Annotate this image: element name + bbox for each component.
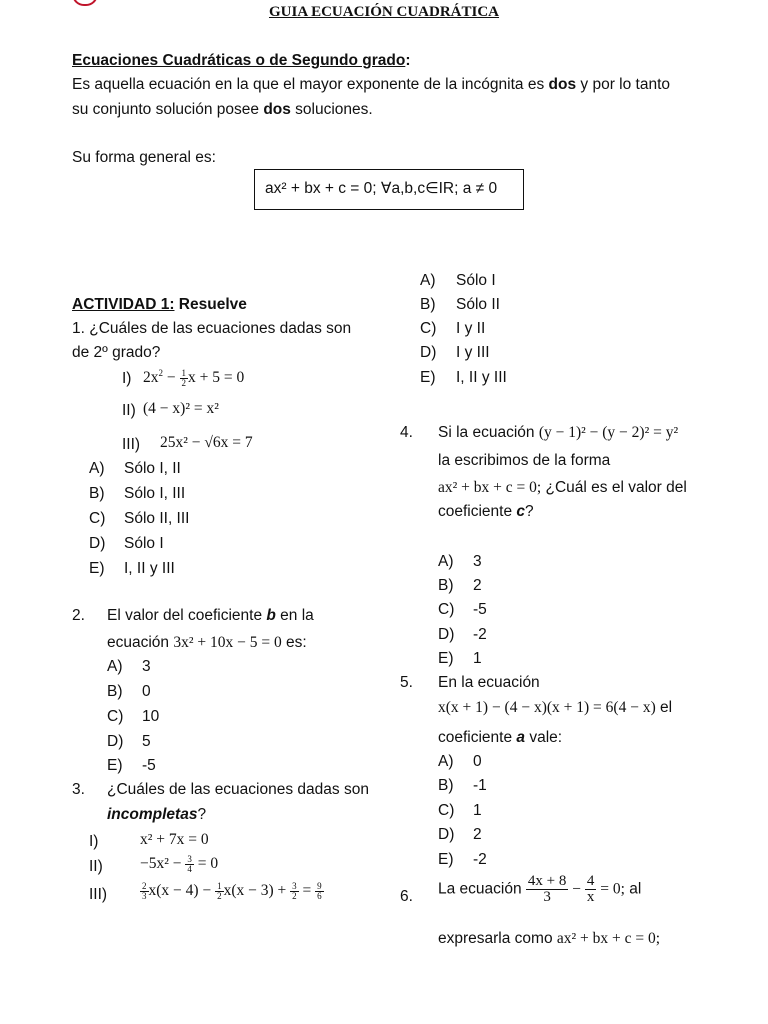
q4-general-form: ax² + bx + c = 0;: [438, 479, 542, 496]
q4-opt-text: 3: [473, 553, 482, 570]
q1-eq1-b: −: [163, 369, 180, 387]
q4-line4-c: ?: [525, 503, 534, 520]
intro-line1-c: y por lo tanto: [576, 76, 671, 93]
q4-line-3: [438, 479, 687, 497]
q5-line3-a: coeficiente: [438, 729, 517, 746]
q1-eq1: $2x^2$ − $\frac{1}{2}$ x + 5 = 0: [143, 368, 245, 389]
intro-line-1: [72, 76, 670, 94]
q4-opt-label: D): [438, 626, 455, 643]
fraction-numerator: 4x + 8: [527, 873, 567, 889]
q5-opt-text: 0: [473, 753, 482, 770]
q2-equation: 3x² + 10x − 5 = 0: [173, 634, 282, 651]
intro-line1-b: dos: [548, 76, 577, 93]
intro-line-2: [72, 101, 373, 119]
fraction-denominator: 2: [181, 378, 186, 389]
q6-minus: −: [568, 880, 585, 898]
q2-opt-text: 3: [142, 658, 151, 675]
q2-opt-label: C): [107, 708, 124, 725]
general-form-box: [254, 169, 524, 210]
q4-opt-text: 1: [473, 650, 482, 667]
fraction-numerator: 4: [586, 873, 595, 889]
q5-line3-c: vale:: [525, 729, 563, 746]
q5-line3-b: a: [516, 729, 526, 746]
q5-opt-text: 2: [473, 826, 482, 843]
q4-line-1: [438, 424, 678, 442]
fraction-4x-plus-8-over-3: [526, 874, 568, 905]
q1-eq1-a: 2x: [143, 369, 159, 387]
q5-opt-text: -1: [473, 777, 487, 794]
q4-line-2: la escribimos de la forma: [438, 452, 611, 469]
q6-general-form: ax² + bx + c = 0;: [556, 930, 661, 947]
q2-opt-text: -5: [142, 757, 156, 774]
fraction-one-half: [180, 369, 189, 388]
q1-opt-label: D): [89, 535, 106, 552]
q1-eq2: (4 − x)² = x²: [143, 400, 219, 417]
q4-opt-label: C): [438, 601, 455, 618]
q3-eq1-label: I): [89, 833, 99, 850]
opt-text: I y II: [456, 320, 486, 337]
q2-opt-text: 0: [142, 683, 151, 700]
intro-line2-c: soluciones.: [290, 101, 373, 118]
q1-line-2: de 2º grado?: [72, 344, 161, 361]
q5-opt-label: A): [438, 753, 454, 770]
q3-eq3: [140, 882, 324, 901]
q1-opt-label: C): [89, 510, 106, 527]
q6-line1-c: al: [624, 880, 642, 898]
fraction-denominator: x: [586, 889, 595, 905]
opt-text: Sólo I: [456, 272, 496, 289]
q2-line-1: [107, 607, 314, 625]
q3-eq3-a: x(x − 4) −: [148, 882, 216, 900]
fraction-numerator: 1: [181, 368, 186, 379]
q2-opt-label: B): [107, 683, 123, 700]
q2-opt-label: D): [107, 733, 124, 750]
q6-line-1: [438, 874, 641, 905]
q3-eq2-b: = 0: [193, 855, 219, 873]
q5-opt-text: 1: [473, 802, 482, 819]
intro-heading: [72, 52, 411, 70]
fraction-nine-sixths: [315, 882, 324, 901]
page-title: GUIA ECUACIÓN CUADRÁTICA: [268, 4, 500, 20]
q5-opt-text: -2: [473, 851, 487, 868]
q1-opt-label: A): [89, 460, 105, 477]
q4-line4-a: coeficiente: [438, 503, 517, 520]
q3-incompletas: incompletas: [107, 806, 198, 823]
q4-line1-a: Si la ecuación: [438, 424, 539, 441]
q3-eq2: [140, 855, 218, 874]
activity-title: [72, 296, 247, 314]
general-form-equation: ax² + bx + c = 0; ∀a,b,c∈IR; a ≠ 0: [265, 180, 498, 197]
q1-eq2-label: II): [122, 402, 136, 419]
q1-opt-label: B): [89, 485, 105, 502]
q1-opt-text: Sólo II, III: [124, 510, 190, 527]
fraction-two-thirds: [140, 882, 149, 901]
q5-line-3: [438, 729, 562, 747]
fraction-denominator: 3: [543, 889, 551, 905]
q1-eq1-c: x + 5 = 0: [188, 369, 245, 387]
q4-line3-b: ¿Cuál es el valor del: [541, 479, 687, 496]
q4-opt-text: 2: [473, 577, 482, 594]
intro-line2-b: dos: [263, 101, 291, 118]
q2-line2-a: ecuación: [107, 634, 174, 651]
q5-opt-label: E): [438, 851, 454, 868]
fraction-one-half: [215, 882, 224, 901]
q3-line2-end: ?: [197, 806, 207, 823]
q5-number: 5.: [400, 674, 413, 691]
fraction-numerator: 2: [142, 881, 147, 891]
q4-opt-text: -2: [473, 626, 487, 643]
q2-opt-text: 5: [142, 733, 151, 750]
q1-opt-text: Sólo I, III: [124, 485, 186, 502]
fraction-denominator: 3: [142, 891, 147, 901]
q1-opt-label: E): [89, 560, 105, 577]
opt-label: B): [420, 296, 436, 313]
activity-title-text: ACTIVIDAD 1:: [72, 296, 175, 313]
q4-equation: (y − 1)² − (y − 2)² = y²: [538, 424, 679, 441]
q1-eq3: 25x² − √6x = 7: [160, 434, 253, 451]
q4-number: 4.: [400, 424, 413, 441]
q6-line2-a: expresarla como: [438, 930, 557, 947]
q1-eq1-label: I): [122, 370, 132, 387]
general-form-label: Su forma general es:: [72, 149, 216, 166]
fraction-denominator: 6: [317, 891, 322, 901]
q1-line-1: 1. ¿Cuáles de las ecuaciones dadas son: [72, 320, 352, 337]
q2-line-2: [107, 634, 307, 652]
fraction-denominator: 2: [217, 891, 222, 901]
q3-eq3-c: =: [298, 882, 316, 900]
q3-eq3-b: x(x − 3) +: [223, 882, 291, 900]
q3-eq2-a: −5x² −: [140, 855, 186, 873]
q2-line2-c: es:: [281, 634, 307, 651]
fraction-three-quarters: [185, 855, 194, 874]
q3-eq1: x² + 7x = 0: [140, 831, 209, 848]
intro-line1-a: Es aquella ecuación en la que el mayor exponente de la incógnita es: [72, 76, 549, 93]
q5-equation: x(x + 1) − (4 − x)(x + 1) = 6(4 − x): [438, 699, 656, 716]
fraction-three-halves: [290, 882, 299, 901]
q6-line1-b: = 0;: [596, 880, 625, 898]
opt-label: E): [420, 369, 436, 386]
fraction-numerator: 1: [217, 881, 222, 891]
fraction-numerator: 3: [292, 881, 297, 891]
q2-opt-text: 10: [142, 708, 160, 725]
q3-line-2: [107, 806, 206, 824]
fraction-numerator: 9: [317, 881, 322, 891]
intro-heading-colon: :: [405, 52, 411, 69]
intro-heading-text: Ecuaciones Cuadráticas o de Segundo grado: [72, 52, 406, 69]
q5-opt-label: D): [438, 826, 455, 843]
q3-eq2-label: II): [89, 858, 103, 875]
q2-line1-c: en la: [275, 607, 314, 624]
q1-eq3-label: III): [122, 436, 141, 453]
q1-opt-text: Sólo I: [124, 535, 164, 552]
q2-line1-a: El valor del coeficiente: [107, 607, 267, 624]
fraction-numerator: 3: [187, 854, 192, 864]
q4-line4-b: c: [516, 503, 526, 520]
opt-text: I, II y III: [456, 369, 507, 386]
q6-number: 6.: [400, 888, 413, 905]
opt-label: D): [420, 344, 437, 361]
q4-line-4: [438, 503, 534, 521]
q2-line1-b: b: [266, 607, 276, 624]
q1-opt-text: I, II y III: [124, 560, 175, 577]
fraction-denominator: 2: [292, 891, 297, 901]
q3-line-1: ¿Cuáles de las ecuaciones dadas son: [107, 781, 369, 798]
opt-text: Sólo II: [456, 296, 500, 313]
q5-opt-label: C): [438, 802, 455, 819]
q6-line1-a: La ecuación: [438, 880, 526, 898]
q4-opt-label: E): [438, 650, 454, 667]
q2-number: 2.: [72, 607, 85, 624]
q4-opt-label: A): [438, 553, 454, 570]
q2-opt-label: A): [107, 658, 123, 675]
fraction-denominator: 4: [187, 864, 192, 874]
q3-number: 3.: [72, 781, 85, 798]
q5-line2-b: el: [655, 699, 673, 716]
q2-opt-label: E): [107, 757, 123, 774]
opt-text: I y III: [456, 344, 490, 361]
q6-line-2: [438, 930, 660, 948]
fraction-4-over-x: [585, 874, 597, 905]
opt-label: C): [420, 320, 437, 337]
q5-line-1: En la ecuación: [438, 674, 540, 691]
activity-title-rest: Resuelve: [174, 296, 247, 313]
q5-opt-label: B): [438, 777, 454, 794]
q3-eq3-label: III): [89, 886, 108, 903]
q5-line-2: [438, 699, 672, 717]
intro-line2-a: su conjunto solución posee: [72, 101, 264, 118]
opt-label: A): [420, 272, 436, 289]
q1-opt-text: Sólo I, II: [124, 460, 181, 477]
q4-opt-text: -5: [473, 601, 487, 618]
q4-opt-label: B): [438, 577, 454, 594]
